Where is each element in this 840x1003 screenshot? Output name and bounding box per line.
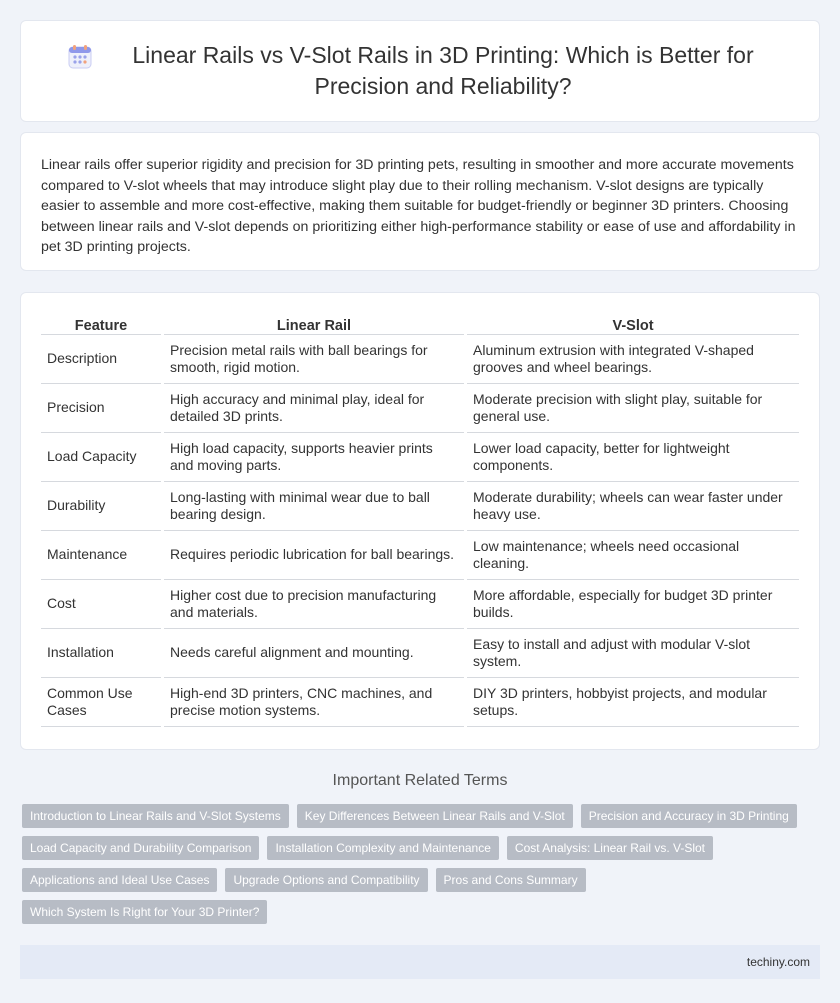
header-card (20, 20, 820, 122)
related-term-tag[interactable]: Load Capacity and Durability Comparison (22, 836, 259, 860)
v-slot-cell: Lower load capacity, better for lightweight components. (467, 433, 799, 482)
linear-rail-cell: Requires periodic lubrication for ball bearings. (164, 531, 464, 580)
intro-paragraph: Linear rails offer superior rigidity and precision for 3D printing pets, resulting in smoother and more accurate movements compared to V-slot wheels that may introduce slight play due to their rolling mechanism. V-slot designs are typically easier to assemble and more cost-effective, making them suitable for budget-friendly or beginner 3D printers. Choosing between linear rails and V-slot depends on prioritizing either high-performance stability or ease of use and affordability in pet 3D printing projects. (41, 157, 796, 255)
table-row (41, 433, 799, 482)
table-row (41, 531, 799, 580)
table-row (41, 384, 799, 433)
linear-rail-cell: High accuracy and minimal play, ideal for detailed 3D prints. (164, 384, 464, 433)
header-v-slot: V-Slot (467, 315, 799, 335)
table-row (41, 580, 799, 629)
v-slot-cell: Easy to install and adjust with modular V-slot system. (467, 629, 799, 678)
table-row (41, 678, 799, 727)
related-term-tag[interactable]: Key Differences Between Linear Rails and V-Slot (297, 804, 573, 828)
intro-card (20, 132, 820, 271)
v-slot-cell: DIY 3D printers, hobbyist projects, and modular setups. (467, 678, 799, 727)
table-row (41, 482, 799, 531)
v-slot-cell: Aluminum extrusion with integrated V-shaped grooves and wheel bearings. (467, 335, 799, 384)
related-term-tag[interactable]: Cost Analysis: Linear Rail vs. V-Slot (507, 836, 713, 860)
related-term-tag[interactable]: Installation Complexity and Maintenance (267, 836, 498, 860)
feature-cell: Common Use Cases (41, 678, 161, 727)
linear-rail-cell: High load capacity, supports heavier prints and moving parts. (164, 433, 464, 482)
related-term-tag[interactable]: Introduction to Linear Rails and V-Slot Systems (22, 804, 289, 828)
related-term-tag[interactable]: Upgrade Options and Compatibility (225, 868, 427, 892)
related-term-tag[interactable]: Pros and Cons Summary (436, 868, 586, 892)
feature-cell: Cost (41, 580, 161, 629)
v-slot-cell: More affordable, especially for budget 3D printer builds. (467, 580, 799, 629)
footer-brand[interactable]: techiny.com (746, 955, 810, 969)
header-linear-rail: Linear Rail (164, 315, 464, 335)
related-terms-list (0, 804, 840, 932)
feature-cell: Installation (41, 629, 161, 678)
title-wrap (67, 40, 773, 102)
linear-rail-cell: Long-lasting with minimal wear due to ball bearing design. (164, 482, 464, 531)
comparison-table-card (20, 292, 820, 750)
comparison-table (38, 315, 802, 727)
calendar-icon (67, 44, 93, 70)
feature-cell: Description (41, 335, 161, 384)
linear-rail-cell: High-end 3D printers, CNC machines, and precise motion systems. (164, 678, 464, 727)
related-term-tag[interactable]: Applications and Ideal Use Cases (22, 868, 217, 892)
related-terms-title: Important Related Terms (332, 772, 508, 789)
linear-rail-cell: Higher cost due to precision manufacturing and materials. (164, 580, 464, 629)
v-slot-cell: Moderate durability; wheels can wear faster under heavy use. (467, 482, 799, 531)
footer-bar (20, 945, 820, 979)
v-slot-cell: Moderate precision with slight play, suitable for general use. (467, 384, 799, 433)
v-slot-cell: Low maintenance; wheels need occasional cleaning. (467, 531, 799, 580)
page-title: Linear Rails vs V-Slot Rails in 3D Printing: Which is Better for Precision and Reliability? (132, 42, 754, 99)
header-feature: Feature (41, 315, 161, 335)
feature-cell: Durability (41, 482, 161, 531)
table-header-row (41, 315, 799, 335)
linear-rail-cell: Needs careful alignment and mounting. (164, 629, 464, 678)
feature-cell: Precision (41, 384, 161, 433)
table-row (41, 335, 799, 384)
feature-cell: Maintenance (41, 531, 161, 580)
table-row (41, 629, 799, 678)
linear-rail-cell: Precision metal rails with ball bearings for smooth, rigid motion. (164, 335, 464, 384)
related-term-tag[interactable]: Which System Is Right for Your 3D Printer? (22, 900, 267, 924)
related-term-tag[interactable]: Precision and Accuracy in 3D Printing (581, 804, 797, 828)
feature-cell: Load Capacity (41, 433, 161, 482)
